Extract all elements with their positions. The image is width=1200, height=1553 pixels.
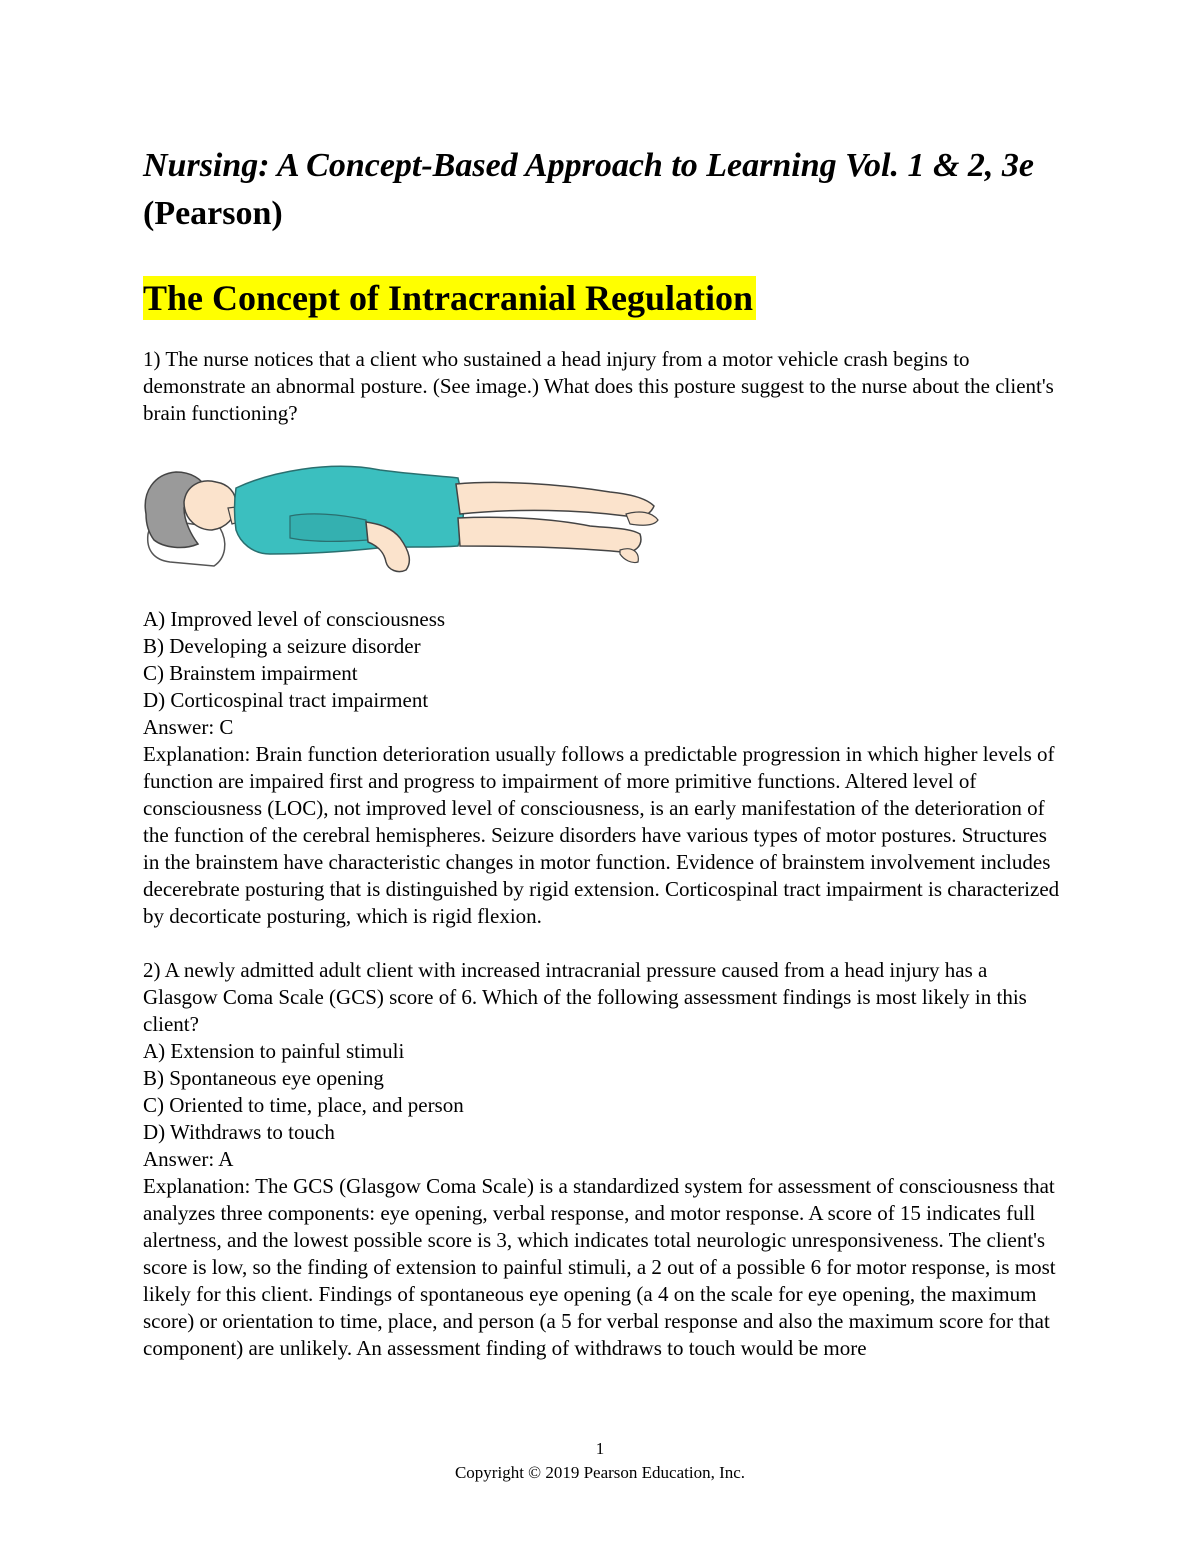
question-1-option-c: C) Brainstem impairment xyxy=(143,661,358,685)
question-2-option-a: A) Extension to painful stimuli xyxy=(143,1039,405,1063)
chapter-title: The Concept of Intracranial Regulation xyxy=(143,276,756,320)
question-2-stem: 2) A newly admitted adult client with increased intracranial pressure caused from a head injury has a Glasgow Coma Scale (GCS) score of 6. Which of the following assessment findings is most likely in this client? xyxy=(143,958,1027,1036)
question-2-option-b: B) Spontaneous eye opening xyxy=(143,1066,384,1090)
question-1-body xyxy=(143,606,1063,1362)
question-1-explanation: Explanation: Brain function deterioration usually follows a predictable progression in which higher levels of function are impaired first and progress to impairment of more primitive functions. Altered level of consciousness (LOC), not improved level of consciousness, is an early manifestation of the deterioration of the function of the cerebral hemispheres. Seizure disorders have various types of motor postures. Structures in the brainstem have characteristic changes in motor function. Evidence of brainstem involvement includes decerebrate posturing that is distinguished by rigid extension. Corticospinal tract impairment is characterized by decorticate posturing, which is rigid flexion. xyxy=(143,742,1060,928)
question-2-answer: Answer: A xyxy=(143,1147,234,1171)
question-1-stem: 1) The nurse notices that a client who sustained a head injury from a motor vehicle crash begins to demonstrate an abnormal posture. (See image.) What does this posture suggest to the nurse about the client's brain functioning? xyxy=(143,347,1054,425)
face xyxy=(184,481,236,530)
question-1-option-a: A) Improved level of consciousness xyxy=(143,607,446,631)
decerebrate-posture-illustration xyxy=(140,462,660,580)
book-title-publisher: (Pearson) xyxy=(143,195,283,232)
question-2-option-d: D) Withdraws to touch xyxy=(143,1120,335,1144)
question-1-option-b: B) Developing a seizure disorder xyxy=(143,634,421,658)
paragraph-spacer xyxy=(143,930,1063,957)
question-2-option-c: C) Oriented to time, place, and person xyxy=(143,1093,464,1117)
question-1-answer: Answer: C xyxy=(143,715,234,739)
book-title xyxy=(143,142,1083,238)
extended-leg-lower xyxy=(458,517,641,552)
copyright-notice: Copyright © 2019 Pearson Education, Inc. xyxy=(454,1463,746,1482)
page-number: 1 xyxy=(595,1439,605,1458)
book-title-italic: Nursing: A Concept-Based Approach to Learning Vol. 1 & 2, 3e xyxy=(143,147,1035,184)
question-1-stem-block xyxy=(143,346,1063,427)
extended-leg-upper xyxy=(456,482,654,517)
question-2-explanation: Explanation: The GCS (Glasgow Coma Scale) is a standardized system for assessment of consciousness that analyzes three components: eye opening, verbal response, and motor response. A score of 15 indicates full alertness, and the lowest possible score is 3, which indicates total neurologic unresponsiveness. The client's score is low, so the finding of extension to painful stimuli, a 2 out of a possible 6 for motor response, is most likely for this client. Findings of spontaneous eye opening (a 4 on the scale for eye opening, the maximum score) or orientation to time, place, and person (a 5 for verbal response and also the maximum score for that component) are unlikely. An assessment finding of withdraws to touch would be more xyxy=(143,1174,1056,1360)
question-1-option-d: D) Corticospinal tract impairment xyxy=(143,688,429,712)
